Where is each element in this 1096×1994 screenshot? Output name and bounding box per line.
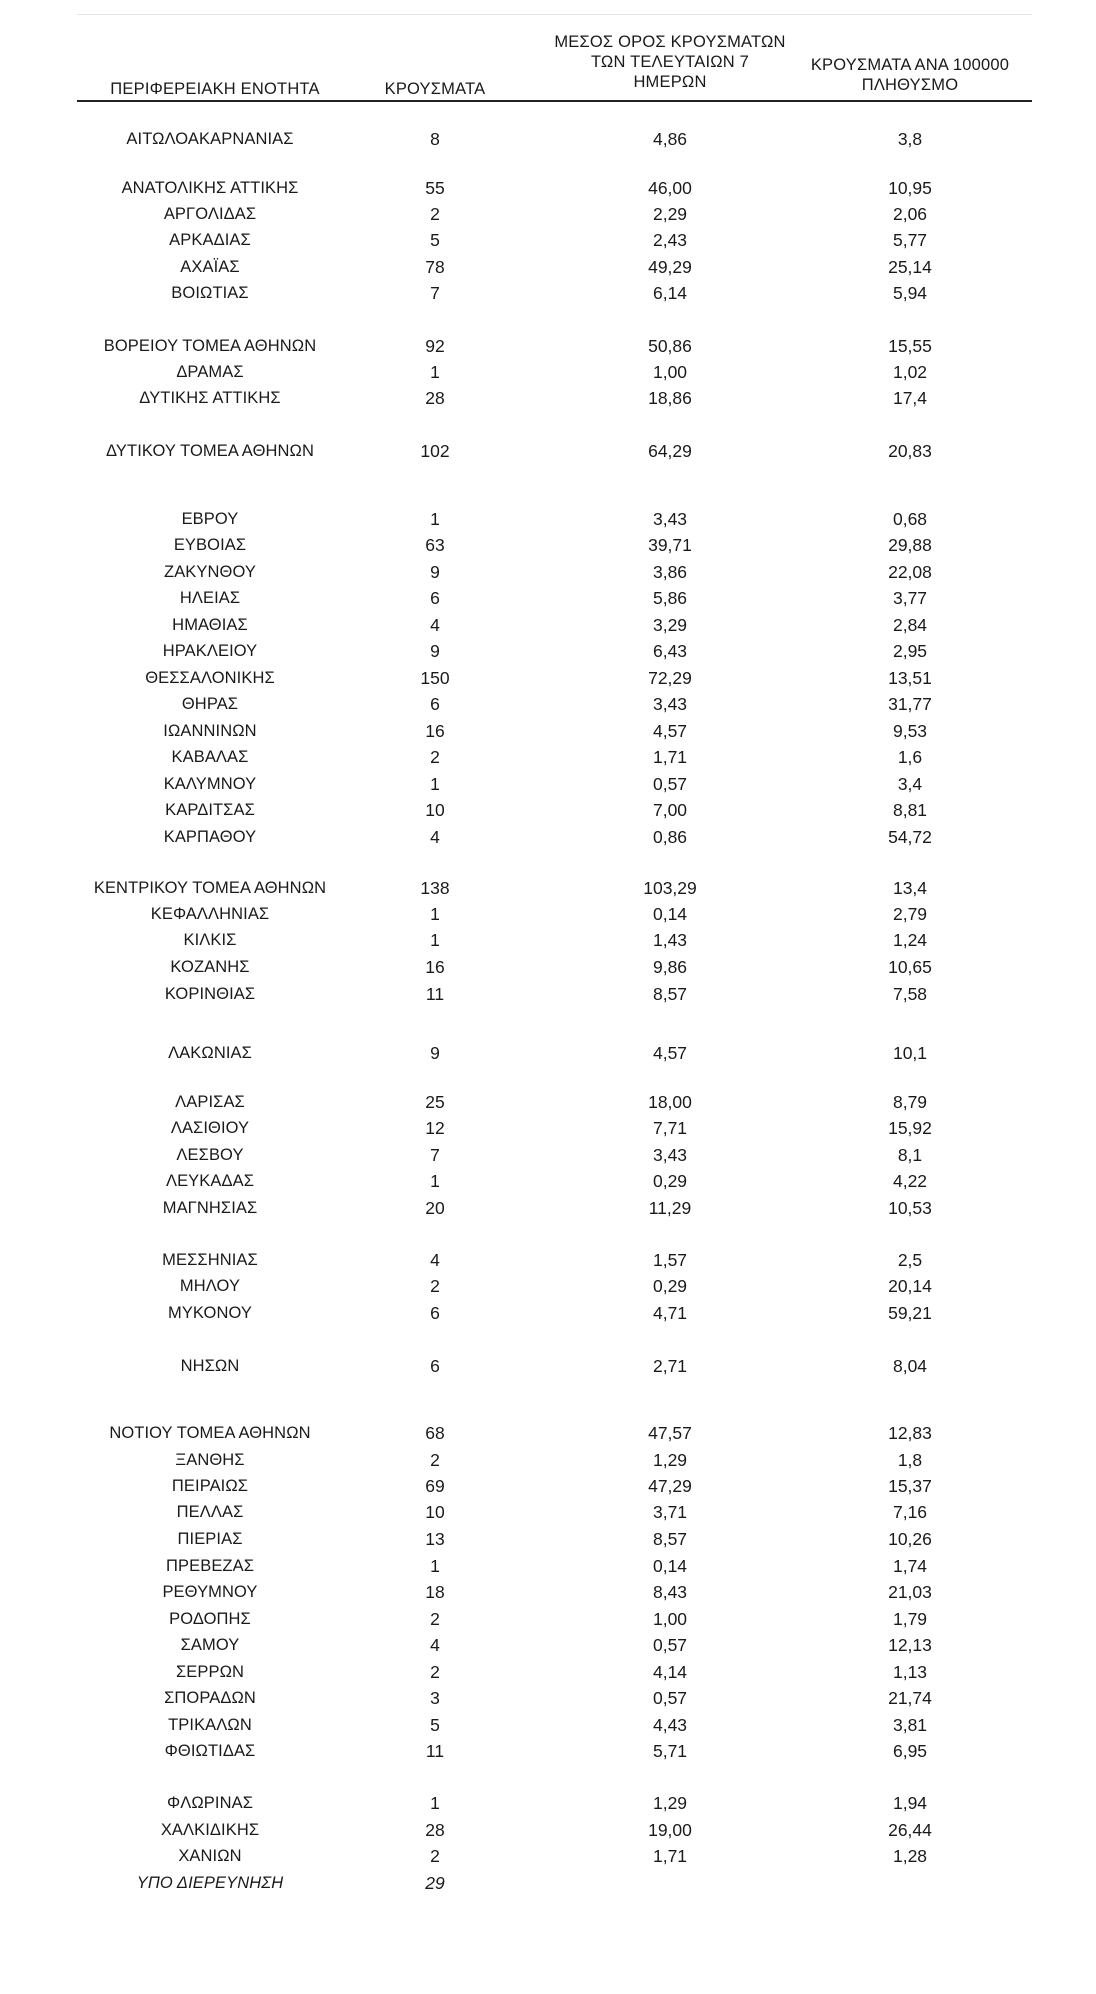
avg7-cell: 6,14 bbox=[652, 283, 688, 303]
region-cell: ΤΡΙΚΑΛΩΝ bbox=[168, 1716, 252, 1734]
per100k-cell: 21,03 bbox=[888, 1582, 932, 1602]
avg7-cell: 1,43 bbox=[652, 930, 688, 950]
per100k-cell: 10,65 bbox=[888, 957, 932, 977]
region-cell: ΦΛΩΡΙΝΑΣ bbox=[166, 1794, 254, 1812]
table-row bbox=[0, 559, 1096, 585]
region-cell: ΕΥΒΟΙΑΣ bbox=[173, 536, 247, 554]
cases-cell: 2 bbox=[430, 1450, 440, 1470]
table-row bbox=[0, 954, 1096, 980]
avg7-cell: 0,29 bbox=[652, 1171, 688, 1191]
cases-cell: 2 bbox=[430, 1609, 440, 1629]
cases-cell: 2 bbox=[430, 1662, 440, 1682]
per100k-cell: 2,79 bbox=[892, 904, 928, 924]
region-cell: ΧΑΛΚΙΔΙΚΗΣ bbox=[160, 1821, 260, 1839]
avg7-cell: 47,29 bbox=[648, 1476, 692, 1496]
region-cell: ΚΕΝΤΡΙΚΟΥ ΤΟΜΕΑ ΑΘΗΝΩΝ bbox=[93, 879, 327, 897]
region-cell: ΙΩΑΝΝΙΝΩΝ bbox=[163, 722, 257, 740]
table-row bbox=[0, 1526, 1096, 1552]
avg7-cell: 72,29 bbox=[648, 668, 692, 688]
region-cell: ΗΛΕΙΑΣ bbox=[179, 589, 241, 607]
per100k-cell: 3,8 bbox=[897, 129, 923, 149]
per100k-cell: 3,77 bbox=[892, 588, 928, 608]
per100k-cell: 21,74 bbox=[888, 1688, 932, 1708]
avg7-cell: 18,86 bbox=[648, 388, 692, 408]
table-row bbox=[0, 1685, 1096, 1711]
per100k-cell: 15,37 bbox=[888, 1476, 932, 1496]
avg7-cell: 64,29 bbox=[648, 441, 692, 461]
avg7-cell: 0,14 bbox=[652, 904, 688, 924]
region-cell: ΧΑΝΙΩΝ bbox=[178, 1847, 242, 1865]
region-cell: ΚΑΡΠΑΘΟΥ bbox=[163, 828, 257, 846]
cases-cell: 9 bbox=[430, 562, 440, 582]
avg7-cell: 4,86 bbox=[652, 129, 688, 149]
cases-cell: 92 bbox=[425, 336, 445, 356]
avg7-cell: 3,71 bbox=[652, 1502, 688, 1522]
avg7-cell: 1,29 bbox=[652, 1793, 688, 1813]
table-row bbox=[0, 1817, 1096, 1843]
per100k-cell: 59,21 bbox=[888, 1303, 932, 1323]
avg7-cell: 46,00 bbox=[648, 178, 692, 198]
cases-cell: 69 bbox=[425, 1476, 445, 1496]
per100k-cell: 5,94 bbox=[892, 283, 928, 303]
region-cell: ΕΒΡΟΥ bbox=[181, 510, 239, 528]
per100k-cell: 31,77 bbox=[888, 694, 932, 714]
avg7-cell: 3,43 bbox=[652, 509, 688, 529]
per100k-cell: 10,95 bbox=[888, 178, 932, 198]
per100k-cell: 1,74 bbox=[892, 1556, 928, 1576]
table-row bbox=[0, 1738, 1096, 1764]
header-cases: ΚΡΟΥΣΜΑΤΑ bbox=[384, 80, 486, 98]
table-row bbox=[0, 1579, 1096, 1605]
cases-cell: 1 bbox=[430, 509, 440, 529]
region-cell: ΚΑΛΥΜΝΟΥ bbox=[163, 775, 257, 793]
cases-cell: 4 bbox=[430, 1635, 440, 1655]
per100k-cell: 1,13 bbox=[892, 1662, 928, 1682]
cases-cell: 2 bbox=[430, 747, 440, 767]
table-row bbox=[0, 1353, 1096, 1379]
region-cell: ΛΕΣΒΟΥ bbox=[176, 1146, 244, 1164]
cases-cell: 16 bbox=[425, 721, 445, 741]
avg7-cell: 4,57 bbox=[652, 721, 688, 741]
table-row bbox=[0, 771, 1096, 797]
region-cell: ΑΡΓΟΛΙΔΑΣ bbox=[163, 205, 257, 223]
per100k-cell: 9,53 bbox=[892, 721, 928, 741]
per100k-cell: 10,53 bbox=[888, 1198, 932, 1218]
avg7-cell: 0,57 bbox=[652, 1688, 688, 1708]
table-row bbox=[0, 1089, 1096, 1115]
per100k-cell: 22,08 bbox=[888, 562, 932, 582]
table-row bbox=[0, 981, 1096, 1007]
cases-cell: 6 bbox=[430, 588, 440, 608]
cases-cell: 9 bbox=[430, 1043, 440, 1063]
cases-cell: 13 bbox=[425, 1529, 445, 1549]
table-row bbox=[0, 744, 1096, 770]
cases-cell: 6 bbox=[430, 694, 440, 714]
per100k-cell: 8,79 bbox=[892, 1092, 928, 1112]
per100k-cell: 15,55 bbox=[888, 336, 932, 356]
cases-cell: 11 bbox=[425, 1741, 445, 1761]
per100k-cell: 5,77 bbox=[892, 230, 928, 250]
region-cell: ΗΡΑΚΛΕΙΟΥ bbox=[162, 642, 258, 660]
cases-cell: 2 bbox=[430, 1846, 440, 1866]
header-per100k: ΚΡΟΥΣΜΑΤΑ ΑΝΑ 100000 ΠΛΗΘΥΣΜΟ bbox=[810, 56, 1010, 94]
avg7-cell: 2,71 bbox=[652, 1356, 688, 1376]
table-row bbox=[0, 691, 1096, 717]
region-cell: ΣΕΡΡΩΝ bbox=[175, 1663, 245, 1681]
region-cell: ΛΑΚΩΝΙΑΣ bbox=[168, 1044, 252, 1062]
avg7-cell: 0,29 bbox=[652, 1276, 688, 1296]
region-cell: ΛΑΣΙΘΙΟΥ bbox=[170, 1119, 250, 1137]
avg7-cell: 4,43 bbox=[652, 1715, 688, 1735]
table-row bbox=[0, 1195, 1096, 1221]
avg7-cell: 0,86 bbox=[652, 827, 688, 847]
avg7-cell: 0,57 bbox=[652, 1635, 688, 1655]
region-cell: ΔΡΑΜΑΣ bbox=[176, 363, 244, 381]
cases-cell: 18 bbox=[425, 1582, 445, 1602]
table-row bbox=[0, 1606, 1096, 1632]
region-cell: ΞΑΝΘΗΣ bbox=[175, 1451, 245, 1469]
cases-cell: 55 bbox=[425, 178, 445, 198]
table-row bbox=[0, 385, 1096, 411]
per100k-cell: 54,72 bbox=[888, 827, 932, 847]
cases-cell: 6 bbox=[430, 1303, 440, 1323]
region-cell: ΚΑΡΔΙΤΣΑΣ bbox=[165, 801, 255, 819]
table-row bbox=[0, 1447, 1096, 1473]
cases-cell: 7 bbox=[430, 1145, 440, 1165]
avg7-cell: 2,43 bbox=[652, 230, 688, 250]
cases-cell: 1 bbox=[430, 1171, 440, 1191]
table-row bbox=[0, 1712, 1096, 1738]
cases-cell: 8 bbox=[430, 129, 440, 149]
per100k-cell: 10,26 bbox=[888, 1529, 932, 1549]
table-row bbox=[0, 532, 1096, 558]
region-cell: ΥΠΟ ΔΙΕΡΕΥΝΗΣΗ bbox=[136, 1874, 284, 1892]
per100k-cell: 20,83 bbox=[888, 441, 932, 461]
region-cell: ΑΧΑΪΑΣ bbox=[180, 258, 240, 276]
table-row bbox=[0, 718, 1096, 744]
table-row bbox=[0, 1247, 1096, 1273]
avg7-cell: 19,00 bbox=[648, 1820, 692, 1840]
avg7-cell: 39,71 bbox=[648, 535, 692, 555]
per100k-cell: 6,95 bbox=[892, 1741, 928, 1761]
table-row bbox=[0, 1300, 1096, 1326]
per100k-cell: 8,04 bbox=[892, 1356, 928, 1376]
avg7-cell: 3,86 bbox=[652, 562, 688, 582]
table-row bbox=[0, 1843, 1096, 1869]
per100k-cell: 1,28 bbox=[892, 1846, 928, 1866]
region-cell: ΣΑΜΟΥ bbox=[180, 1636, 240, 1654]
region-cell: ΠΙΕΡΙΑΣ bbox=[177, 1530, 243, 1548]
avg7-cell: 1,00 bbox=[652, 1609, 688, 1629]
avg7-cell: 5,71 bbox=[652, 1741, 688, 1761]
cases-cell: 9 bbox=[430, 641, 440, 661]
table-row bbox=[0, 506, 1096, 532]
avg7-cell: 4,14 bbox=[652, 1662, 688, 1682]
region-cell: ΜΗΛΟΥ bbox=[179, 1277, 241, 1295]
region-cell: ΔΥΤΙΚΟΥ ΤΟΜΕΑ ΑΘΗΝΩΝ bbox=[106, 442, 314, 460]
per100k-cell: 8,1 bbox=[897, 1145, 923, 1165]
table-row bbox=[0, 665, 1096, 691]
table-row bbox=[0, 201, 1096, 227]
per100k-cell: 3,81 bbox=[892, 1715, 928, 1735]
cases-cell: 10 bbox=[425, 1502, 445, 1522]
table-row bbox=[0, 1659, 1096, 1685]
region-cell: ΔΥΤΙΚΗΣ ΑΤΤΙΚΗΣ bbox=[139, 389, 281, 407]
avg7-cell: 1,00 bbox=[652, 362, 688, 382]
cases-cell: 78 bbox=[425, 257, 445, 277]
per100k-cell: 15,92 bbox=[888, 1118, 932, 1138]
region-cell: ΠΕΙΡΑΙΩΣ bbox=[171, 1477, 249, 1495]
cases-cell: 4 bbox=[430, 615, 440, 635]
header-avg7: ΜΕΣΟΣ ΟΡΟΣ ΚΡΟΥΣΜΑΤΩΝ ΤΩΝ ΤΕΛΕΥΤΑΙΩΝ 7 ΗΜΕΡΩΝ bbox=[554, 33, 786, 91]
region-cell: ΜΥΚΟΝΟΥ bbox=[167, 1304, 252, 1322]
avg7-cell: 1,71 bbox=[652, 747, 688, 767]
per100k-cell: 3,4 bbox=[897, 774, 923, 794]
region-cell: ΣΠΟΡΑΔΩΝ bbox=[164, 1689, 256, 1707]
region-cell: ΚΟΖΑΝΗΣ bbox=[170, 958, 250, 976]
region-cell: ΛΕΥΚΑΔΑΣ bbox=[165, 1172, 255, 1190]
cases-cell: 20 bbox=[425, 1198, 445, 1218]
region-cell: ΒΟΙΩΤΙΑΣ bbox=[171, 284, 249, 302]
avg7-cell: 1,29 bbox=[652, 1450, 688, 1470]
header-region: ΠΕΡΙΦΕΡΕΙΑΚΗ ΕΝΟΤΗΤΑ bbox=[110, 80, 320, 98]
table-row bbox=[0, 824, 1096, 850]
table-row bbox=[0, 612, 1096, 638]
avg7-cell: 1,71 bbox=[652, 1846, 688, 1866]
table-row bbox=[0, 1273, 1096, 1299]
table-row bbox=[0, 1553, 1096, 1579]
table-row bbox=[0, 126, 1096, 152]
region-cell: ΑΡΚΑΔΙΑΣ bbox=[169, 231, 251, 249]
cases-cell: 102 bbox=[420, 441, 450, 461]
avg7-cell: 47,57 bbox=[648, 1423, 692, 1443]
cases-cell: 6 bbox=[430, 1356, 440, 1376]
table-row bbox=[0, 1473, 1096, 1499]
per100k-cell: 1,24 bbox=[892, 930, 928, 950]
table-row bbox=[0, 438, 1096, 464]
cases-cell: 1 bbox=[430, 904, 440, 924]
cases-cell: 150 bbox=[420, 668, 450, 688]
per100k-cell: 7,16 bbox=[892, 1502, 928, 1522]
cases-cell: 5 bbox=[430, 1715, 440, 1735]
region-cell: ΚΙΛΚΙΣ bbox=[183, 931, 237, 949]
table-row bbox=[0, 280, 1096, 306]
table-row bbox=[0, 333, 1096, 359]
cases-cell: 2 bbox=[430, 204, 440, 224]
per100k-cell: 10,1 bbox=[892, 1043, 928, 1063]
region-cell: ΖΑΚΥΝΘΟΥ bbox=[164, 563, 256, 581]
table-row bbox=[0, 175, 1096, 201]
table-row bbox=[0, 927, 1096, 953]
region-cell: ΚΑΒΑΛΑΣ bbox=[171, 748, 249, 766]
per100k-cell: 29,88 bbox=[888, 535, 932, 555]
cases-cell: 7 bbox=[430, 283, 440, 303]
table-row bbox=[0, 1870, 1096, 1896]
per100k-cell: 2,95 bbox=[892, 641, 928, 661]
region-cell: ΚΟΡΙΝΘΙΑΣ bbox=[164, 985, 256, 1003]
avg7-cell: 6,43 bbox=[652, 641, 688, 661]
avg7-cell: 8,57 bbox=[652, 1529, 688, 1549]
table-row bbox=[0, 585, 1096, 611]
per100k-cell: 2,06 bbox=[892, 204, 928, 224]
avg7-cell: 18,00 bbox=[648, 1092, 692, 1112]
table-row bbox=[0, 1168, 1096, 1194]
table-row bbox=[0, 1115, 1096, 1141]
avg7-cell: 49,29 bbox=[648, 257, 692, 277]
avg7-cell: 3,29 bbox=[652, 615, 688, 635]
per100k-cell: 25,14 bbox=[888, 257, 932, 277]
per100k-cell: 1,6 bbox=[897, 747, 923, 767]
header-rule bbox=[77, 100, 1032, 102]
per100k-cell: 1,8 bbox=[897, 1450, 923, 1470]
avg7-cell: 1,57 bbox=[652, 1250, 688, 1270]
cases-cell: 3 bbox=[430, 1688, 440, 1708]
per100k-cell: 2,84 bbox=[892, 615, 928, 635]
region-cell: ΠΕΛΛΑΣ bbox=[176, 1503, 244, 1521]
region-cell: ΒΟΡΕΙΟΥ ΤΟΜΕΑ ΑΘΗΝΩΝ bbox=[103, 337, 317, 355]
cases-cell: 16 bbox=[425, 957, 445, 977]
per100k-cell: 1,94 bbox=[892, 1793, 928, 1813]
per100k-cell: 0,68 bbox=[892, 509, 928, 529]
table-row bbox=[0, 1142, 1096, 1168]
avg7-cell: 3,43 bbox=[652, 1145, 688, 1165]
cases-cell: 28 bbox=[425, 1820, 445, 1840]
avg7-cell: 5,86 bbox=[652, 588, 688, 608]
avg7-cell: 4,57 bbox=[652, 1043, 688, 1063]
per100k-cell: 4,22 bbox=[892, 1171, 928, 1191]
cases-cell: 63 bbox=[425, 535, 445, 555]
table-row bbox=[0, 254, 1096, 280]
region-cell: ΦΘΙΩΤΙΔΑΣ bbox=[164, 1742, 256, 1760]
cases-cell: 10 bbox=[425, 800, 445, 820]
table-row bbox=[0, 1499, 1096, 1525]
region-cell: ΛΑΡΙΣΑΣ bbox=[175, 1093, 245, 1111]
region-cell: ΝΗΣΩΝ bbox=[180, 1357, 240, 1375]
region-cell: ΜΕΣΣΗΝΙΑΣ bbox=[162, 1251, 258, 1269]
cases-cell: 1 bbox=[430, 1793, 440, 1813]
table-row bbox=[0, 1790, 1096, 1816]
region-cell: ΠΡΕΒΕΖΑΣ bbox=[165, 1557, 255, 1575]
avg7-cell: 8,57 bbox=[652, 984, 688, 1004]
cases-cell: 28 bbox=[425, 388, 445, 408]
per100k-cell: 12,83 bbox=[888, 1423, 932, 1443]
region-cell: ΑΝΑΤΟΛΙΚΗΣ ΑΤΤΙΚΗΣ bbox=[121, 179, 299, 197]
region-cell: ΜΑΓΝΗΣΙΑΣ bbox=[162, 1199, 258, 1217]
region-cell: ΝΟΤΙΟΥ ΤΟΜΕΑ ΑΘΗΝΩΝ bbox=[109, 1424, 311, 1442]
cases-cell: 25 bbox=[425, 1092, 445, 1112]
table-row bbox=[0, 901, 1096, 927]
avg7-cell: 7,71 bbox=[652, 1118, 688, 1138]
cases-cell: 1 bbox=[430, 1556, 440, 1576]
region-cell: ΑΙΤΩΛΟΑΚΑΡΝΑΝΙΑΣ bbox=[126, 130, 294, 148]
per100k-cell: 20,14 bbox=[888, 1276, 932, 1296]
region-cell: ΚΕΦΑΛΛΗΝΙΑΣ bbox=[150, 905, 270, 923]
per100k-cell: 7,58 bbox=[892, 984, 928, 1004]
region-cell: ΗΜΑΘΙΑΣ bbox=[172, 616, 248, 634]
per100k-cell: 8,81 bbox=[892, 800, 928, 820]
avg7-cell: 8,43 bbox=[652, 1582, 688, 1602]
table-row bbox=[0, 1420, 1096, 1446]
avg7-cell: 50,86 bbox=[648, 336, 692, 356]
avg7-cell: 11,29 bbox=[648, 1198, 692, 1218]
avg7-cell: 4,71 bbox=[652, 1303, 688, 1323]
avg7-cell: 0,57 bbox=[652, 774, 688, 794]
cases-cell: 12 bbox=[425, 1118, 445, 1138]
cases-cell: 4 bbox=[430, 827, 440, 847]
region-cell: ΡΕΘΥΜΝΟΥ bbox=[162, 1583, 258, 1601]
table-row bbox=[0, 359, 1096, 385]
region-cell: ΡΟΔΟΠΗΣ bbox=[169, 1610, 251, 1628]
avg7-cell: 0,14 bbox=[652, 1556, 688, 1576]
cases-cell: 1 bbox=[430, 362, 440, 382]
cases-cell: 1 bbox=[430, 774, 440, 794]
per100k-cell: 17,4 bbox=[892, 388, 928, 408]
cases-cell: 1 bbox=[430, 930, 440, 950]
table-row bbox=[0, 227, 1096, 253]
per100k-cell: 13,51 bbox=[888, 668, 932, 688]
per100k-cell: 13,4 bbox=[892, 878, 928, 898]
cases-cell: 68 bbox=[425, 1423, 445, 1443]
per100k-cell: 12,13 bbox=[888, 1635, 932, 1655]
avg7-cell: 2,29 bbox=[652, 204, 688, 224]
table-row bbox=[0, 797, 1096, 823]
region-cell: ΘΗΡΑΣ bbox=[181, 695, 239, 713]
avg7-cell: 103,29 bbox=[643, 878, 697, 898]
cases-cell: 11 bbox=[425, 984, 445, 1004]
table-row bbox=[0, 875, 1096, 901]
table-row bbox=[0, 1040, 1096, 1066]
region-cell: ΘΕΣΣΑΛΟΝΙΚΗΣ bbox=[145, 669, 275, 687]
cases-cell: 29 bbox=[425, 1873, 445, 1893]
per100k-cell: 1,79 bbox=[892, 1609, 928, 1629]
cases-cell: 2 bbox=[430, 1276, 440, 1296]
avg7-cell: 9,86 bbox=[652, 957, 688, 977]
table-row bbox=[0, 638, 1096, 664]
table-row bbox=[0, 1632, 1096, 1658]
cases-cell: 5 bbox=[430, 230, 440, 250]
per100k-cell: 1,02 bbox=[892, 362, 928, 382]
per100k-cell: 26,44 bbox=[888, 1820, 932, 1840]
avg7-cell: 3,43 bbox=[652, 694, 688, 714]
cases-cell: 138 bbox=[420, 878, 450, 898]
top-faint-line bbox=[77, 14, 1032, 15]
cases-cell: 4 bbox=[430, 1250, 440, 1270]
avg7-cell: 7,00 bbox=[652, 800, 688, 820]
per100k-cell: 2,5 bbox=[897, 1250, 923, 1270]
